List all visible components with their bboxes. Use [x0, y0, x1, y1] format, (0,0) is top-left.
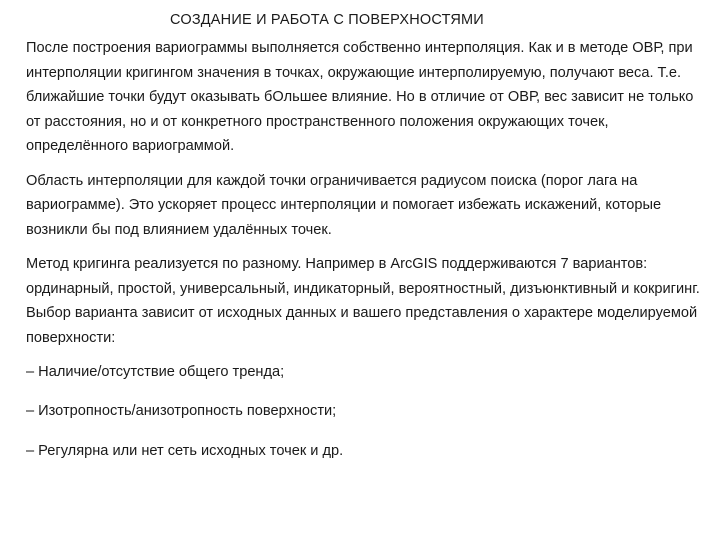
bullet-point-grid: – Регулярна или нет сеть исходных точек и др.: [26, 443, 344, 459]
paragraph-search-radius: Область интерполяции для каждой точки ограничивается радиусом поиска (порог лага на вариограмме). Это ускоряет процесс интерполяции и помогает избежать искажений, которые возникли бы под влиянием удалённых точек.: [26, 172, 662, 238]
bullet-isotropy: – Изотропность/анизотропность поверхности;: [26, 402, 337, 419]
paragraph-kriging-variants: Метод кригинга реализуется по разному. Например в ArcGIS поддерживаются 7 вариантов: ординарный, простой, универсальный, индикаторный, вероятностный, дизъюнктивный и кокригинг. Выбор варианта зависит от исходных данных и вашего представления о характере моделируемой поверхности:: [26, 256, 700, 346]
paragraph-interpolation: После построения вариограммы выполняется собственно интерполяция. Как и в методе ОВР, при интерполяции кригингом значения в точках, окружающие интерполируемую, получают веса. Т.е. ближайшие точки будут оказывать бОльшее влияние. Но в отличие от ОВР, вес зависит не только от расстояния, но и от конкретного пространственного положения окружающих точек, определённого вариограммой.: [26, 40, 694, 154]
bullet-trend: – Наличие/отсутствие общего тренда;: [26, 364, 285, 380]
slide-title: СОЗДАНИЕ И РАБОТА С ПОВЕРХНОСТЯМИ: [170, 12, 484, 28]
slide-body: [26, 36, 710, 464]
